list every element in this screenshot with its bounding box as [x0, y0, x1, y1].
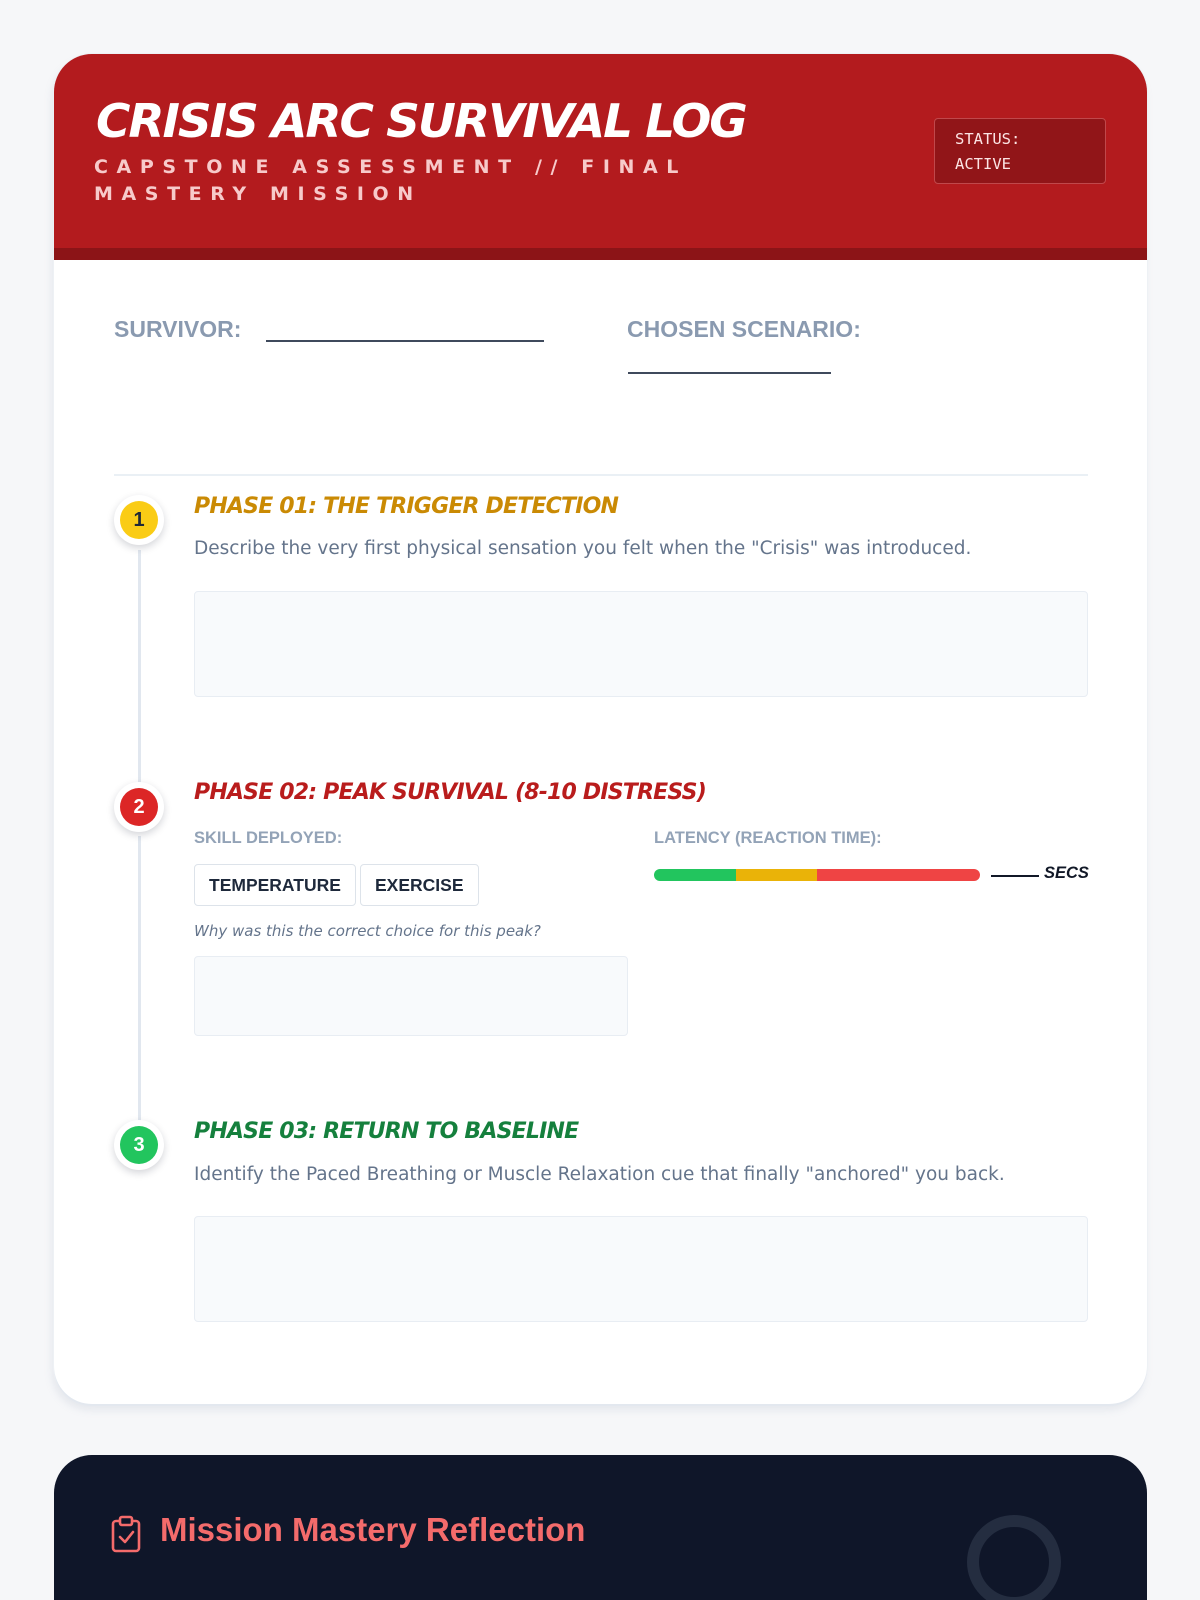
survivor-label: SURVIVOR:	[114, 316, 242, 342]
scenario-field[interactable]	[628, 372, 831, 374]
latency-label: LATENCY (REACTION TIME):	[654, 829, 882, 847]
timeline-connector	[138, 836, 141, 1142]
phase-1-marker	[114, 495, 164, 545]
skill-chip-temperature[interactable]: TEMPERATURE	[194, 864, 356, 906]
scenario-label: CHOSEN SCENARIO:	[627, 316, 861, 342]
why-prompt: Why was this the correct choice for this peak?	[194, 922, 541, 940]
status-value: ACTIVE	[955, 155, 1011, 173]
skill-chip-exercise[interactable]: EXERCISE	[360, 864, 479, 906]
status-badge	[934, 118, 1106, 184]
latency-secs-field[interactable]	[991, 864, 1089, 883]
reflection-title: Mission Mastery Reflection	[160, 1511, 586, 1548]
phase-number: 1	[120, 501, 158, 539]
card-header	[54, 54, 1147, 260]
reflection-card	[54, 1455, 1147, 1600]
latency-blank	[991, 875, 1039, 877]
status-label: STATUS:	[955, 130, 1021, 148]
latency-segment-low	[654, 869, 736, 881]
phase-2-answer-field[interactable]	[194, 956, 628, 1036]
survivor-field[interactable]	[266, 340, 544, 342]
phase-1-description: Describe the very first physical sensation you felt when the "Crisis" was introduced.	[194, 538, 972, 559]
skill-deployed-label: SKILL DEPLOYED:	[194, 829, 343, 847]
decorative-ring	[967, 1515, 1061, 1600]
timeline-connector	[138, 550, 141, 804]
phase-3-answer-field[interactable]	[194, 1216, 1088, 1322]
latency-unit: SECS	[1044, 864, 1089, 882]
latency-segment-high	[817, 869, 980, 881]
skill-chips	[194, 864, 494, 906]
phase-3-description: Identify the Paced Breathing or Muscle Relaxation cue that finally "anchored" you back.	[194, 1164, 1005, 1185]
latency-meter	[654, 869, 980, 881]
page-title: CRISIS ARC SURVIVAL LOG	[96, 94, 746, 148]
phase-number: 2	[120, 788, 158, 826]
phase-1-answer-field[interactable]	[194, 591, 1088, 697]
phase-3-title: PHASE 03: RETURN TO BASELINE	[194, 1119, 579, 1144]
clipboard-check-icon	[110, 1515, 142, 1553]
phase-2-title: PHASE 02: PEAK SURVIVAL (8-10 DISTRESS)	[194, 780, 706, 805]
phase-3-marker	[114, 1120, 164, 1170]
phase-number: 3	[120, 1126, 158, 1164]
page-subtitle: CAPSTONE ASSESSMENT // FINAL MASTERY MISSION	[94, 156, 687, 205]
latency-segment-mid	[736, 869, 818, 881]
survival-log-card	[54, 54, 1147, 1404]
phase-1-title: PHASE 01: THE TRIGGER DETECTION	[194, 494, 619, 519]
divider	[114, 474, 1088, 476]
phase-2-marker	[114, 782, 164, 832]
